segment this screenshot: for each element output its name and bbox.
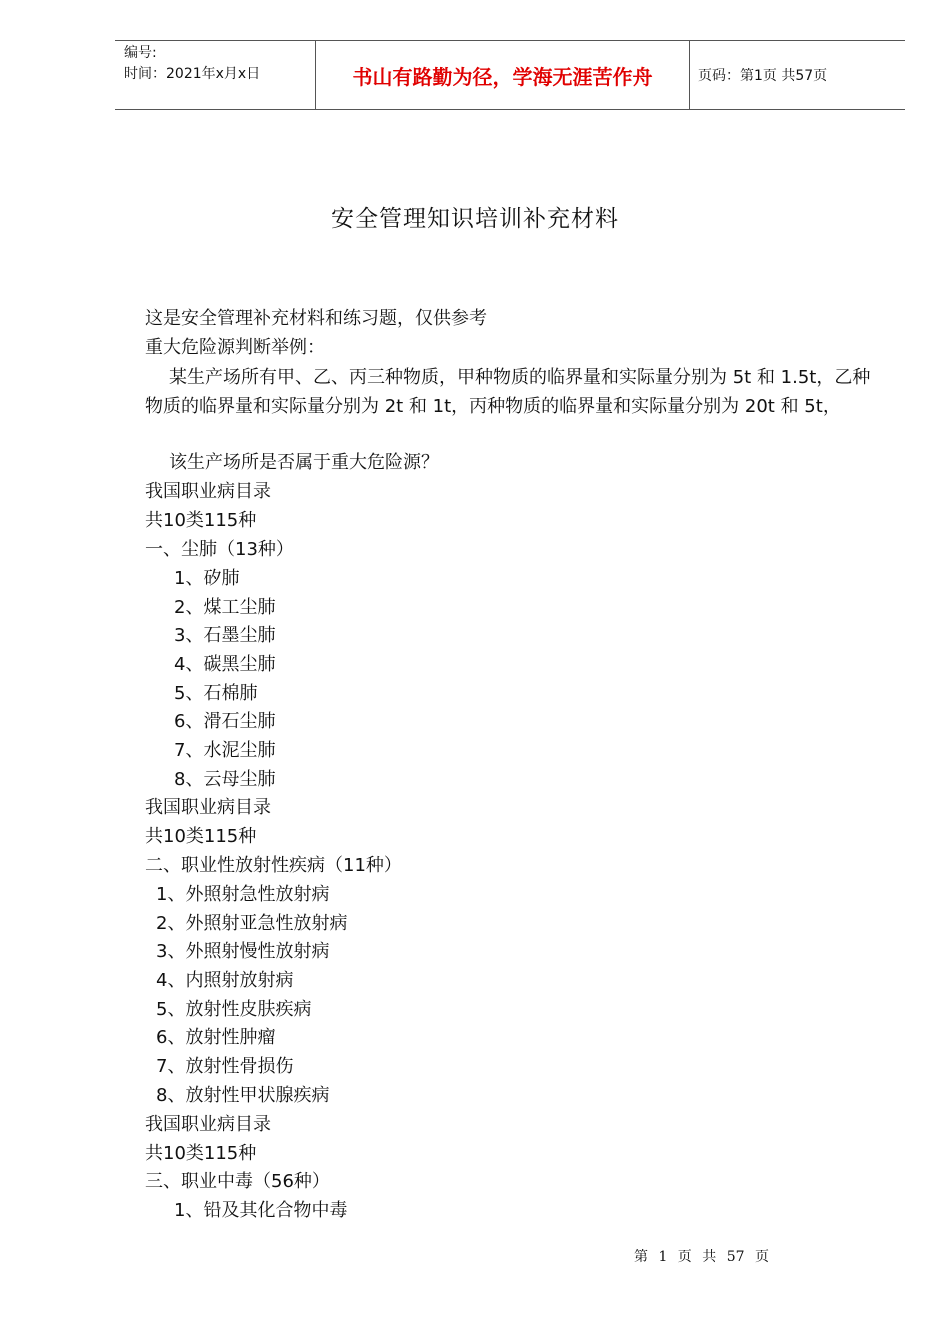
example-heading: 重大危险源判断举例： — [145, 337, 325, 358]
header-motto: 书山有路勤为径，学海无涯苦作舟 — [316, 41, 690, 109]
section-heading: 三、职业中毒（56种） — [145, 1171, 330, 1192]
intro-line: 这是安全管理补充材料和练习题，仅供参考 — [145, 308, 487, 329]
list-item: 8、放射性甲状腺疾病 — [156, 1085, 330, 1106]
section-heading: 二、职业性放射性疾病（11种） — [145, 855, 402, 876]
list-item: 2、煤工尘肺 — [174, 597, 276, 618]
list-item: 7、水泥尘肺 — [174, 740, 276, 761]
section-heading: 一、尘肺（13种） — [145, 539, 294, 560]
list-item: 5、放射性皮肤疾病 — [156, 999, 312, 1020]
catalog-title: 我国职业病目录 — [145, 481, 271, 502]
document-title: 安全管理知识培训补充材料 — [331, 206, 619, 232]
header-page-info: 页码：第1页 共57页 — [698, 68, 828, 84]
time-label: 时间：2021年x月x日 — [124, 66, 261, 82]
catalog-count: 共10类115种 — [145, 1143, 257, 1164]
list-item: 2、外照射亚急性放射病 — [156, 913, 348, 934]
catalog-title: 我国职业病目录 — [145, 1114, 271, 1135]
list-item: 3、石墨尘肺 — [174, 625, 276, 646]
catalog-count: 共10类115种 — [145, 826, 257, 847]
catalog-count: 共10类115种 — [145, 510, 257, 531]
list-item: 3、外照射慢性放射病 — [156, 941, 330, 962]
catalog-title: 我国职业病目录 — [145, 797, 271, 818]
list-item: 8、云母尘肺 — [174, 769, 276, 790]
list-item: 4、碳黑尘肺 — [174, 654, 276, 675]
header-meta — [115, 41, 316, 109]
example-paragraph: 某生产场所有甲、乙、丙三种物质，甲种物质的临界量和实际量分别为 5t 和 1.5t，乙种物质的临界量和实际量分别为 2t 和 1t，丙种物质的临界量和实际量分别为 20t 和 5t， — [145, 367, 871, 417]
list-item: 1、外照射急性放射病 — [156, 884, 330, 905]
page-footer: 第 1 页 共 57 页 — [634, 1249, 769, 1265]
list-item: 4、内照射放射病 — [156, 970, 294, 991]
list-item: 6、放射性肿瘤 — [156, 1027, 276, 1048]
list-item: 1、矽肺 — [174, 568, 240, 589]
list-item: 6、滑石尘肺 — [174, 711, 276, 732]
list-item: 5、石棉肺 — [174, 683, 258, 704]
code-label: 编号: — [124, 45, 157, 61]
list-item: 7、放射性骨损伤 — [156, 1056, 294, 1077]
page-header — [115, 40, 905, 110]
list-item: 1、铅及其化合物中毒 — [174, 1200, 348, 1221]
question-line: 该生产场所是否属于重大危险源？ — [169, 452, 439, 473]
